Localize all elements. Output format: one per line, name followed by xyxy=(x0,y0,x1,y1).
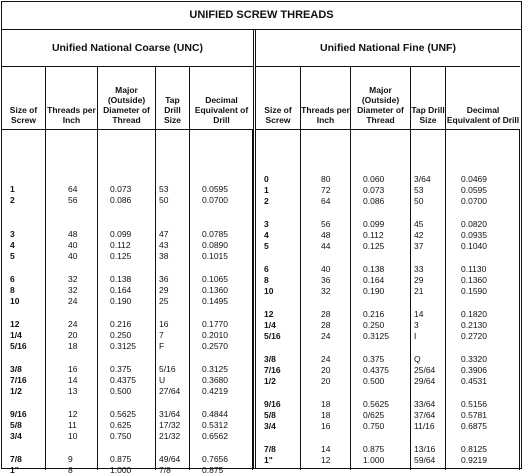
unc-cell-major: 0.625 xyxy=(110,420,132,430)
unf-cell-threads: 64 xyxy=(321,196,331,206)
unf-cell-size: 5/8 xyxy=(264,410,276,420)
unc-cell-tap: 21/32 xyxy=(159,431,181,441)
unc-cell-tap: F xyxy=(159,341,165,351)
unc-cell-decimal: 0.0595 xyxy=(202,184,228,194)
unf-cell-size: 4 xyxy=(264,230,269,240)
unc-cell-decimal: 0.1015 xyxy=(202,251,228,261)
unc-table-body xyxy=(2,130,253,475)
unc-cell-major: 0.164 xyxy=(110,285,132,295)
unc-cell-tap: 25 xyxy=(159,296,169,306)
unc-table-row xyxy=(2,285,253,296)
table-title: UNIFIED SCREW THREADS xyxy=(2,2,521,30)
unf-cell-tap: 37/64 xyxy=(414,410,436,420)
unf-cell-major: 0.250 xyxy=(363,320,385,330)
unf-cell-major: 1.000 xyxy=(363,455,385,465)
unf-cell-threads: 28 xyxy=(321,320,331,330)
unf-cell-decimal: 0.3320 xyxy=(461,354,487,364)
unf-table-row xyxy=(256,185,520,196)
unf-cell-size: 2 xyxy=(264,196,269,206)
unc-cell-size: 4 xyxy=(10,240,15,250)
unf-table-row xyxy=(256,444,520,455)
unc-cell-threads: 32 xyxy=(68,285,78,295)
unc-cell-tap: 47 xyxy=(159,229,169,239)
unf-section-title: Unified National Fine (UNF) xyxy=(256,30,520,67)
unc-table-row xyxy=(2,341,253,352)
unf-cell-tap: 25/64 xyxy=(414,365,436,375)
unc-cell-decimal: 0.1360 xyxy=(202,285,228,295)
unf-cell-size: 1/2 xyxy=(264,376,276,386)
unc-cell-tap: 50 xyxy=(159,195,169,205)
unf-cell-decimal: 0.9219 xyxy=(461,455,487,465)
unf-cell-decimal: 0.0595 xyxy=(461,185,487,195)
unf-cell-tap: 59/64 xyxy=(414,455,436,465)
unf-cell-major: 0.073 xyxy=(363,185,385,195)
unc-cell-major: 0.4375 xyxy=(110,375,136,385)
unc-cell-major: 0.875 xyxy=(110,454,132,464)
unc-cell-size: 12 xyxy=(10,319,20,329)
unf-cell-major: 0.138 xyxy=(363,264,385,274)
unc-cell-major: 1.000 xyxy=(110,465,132,475)
unc-cell-major: 0.3125 xyxy=(110,341,136,351)
unf-header-size: Size of Screw xyxy=(256,67,301,129)
unc-cell-tap: 27/64 xyxy=(159,386,181,396)
unf-cell-major: 0.099 xyxy=(363,219,385,229)
unf-cell-decimal: 0.4531 xyxy=(461,376,487,386)
unf-table-row xyxy=(256,399,520,410)
unf-cell-tap: 29 xyxy=(414,275,424,285)
unc-cell-size: 7/16 xyxy=(10,375,27,385)
unf-cell-major: 0.190 xyxy=(363,286,385,296)
unf-cell-threads: 24 xyxy=(321,331,331,341)
unf-cell-tap: 3 xyxy=(414,320,419,330)
unf-cell-tap: 29/64 xyxy=(414,376,436,386)
unc-cell-threads: 11 xyxy=(68,420,77,430)
unf-cell-decimal: 0.1820 xyxy=(461,309,487,319)
unc-cell-major: 0.138 xyxy=(110,274,132,284)
unf-cell-tap: 21 xyxy=(414,286,424,296)
unc-cell-decimal: 0.0785 xyxy=(202,229,228,239)
unc-table-row xyxy=(2,375,253,386)
unf-table-row xyxy=(256,410,520,421)
unf-cell-threads: 80 xyxy=(321,174,331,184)
unf-cell-major: 0.875 xyxy=(363,444,385,454)
unc-table-row xyxy=(2,330,253,341)
unf-cell-tap: 14 xyxy=(414,309,424,319)
unc-cell-size: 9/16 xyxy=(10,409,27,419)
unf-header-decimal: Decimal Equivalent of Drill xyxy=(446,105,520,125)
unc-cell-tap: 16 xyxy=(159,319,169,329)
unf-cell-size: 1 xyxy=(264,185,269,195)
unc-header-major-diameter: Major (Outside) Diameter of Thread xyxy=(98,67,156,129)
unc-cell-tap: 49/64 xyxy=(159,454,181,464)
unf-cell-tap: 13/16 xyxy=(414,444,436,454)
unf-cell-size: 7/16 xyxy=(264,365,281,375)
unc-cell-tap: 38 xyxy=(159,251,169,261)
unc-cell-size: 7/8 xyxy=(10,454,22,464)
unc-cell-size: 3/8 xyxy=(10,364,22,374)
unf-cell-decimal: 0.1130 xyxy=(461,264,487,274)
unf-cell-decimal: 0.1360 xyxy=(461,275,487,285)
unc-cell-threads: 24 xyxy=(68,296,78,306)
unc-cell-size: 10 xyxy=(10,296,20,306)
unc-cell-major: 0.750 xyxy=(110,431,132,441)
unc-header-decimal: Decimal Equivalent of Drill xyxy=(194,95,249,125)
unc-cell-decimal: 0.7656 xyxy=(202,454,228,464)
unc-table-row xyxy=(2,409,253,420)
unf-cell-threads: 20 xyxy=(321,365,331,375)
unf-cell-tap: 50 xyxy=(414,196,424,206)
unc-cell-threads: 12 xyxy=(68,409,78,419)
unc-table-row xyxy=(2,454,253,465)
unc-cell-threads: 24 xyxy=(68,319,78,329)
unf-cell-decimal: 0.2130 xyxy=(461,320,487,330)
unc-cell-size: 8 xyxy=(10,285,15,295)
unf-table-row xyxy=(256,331,520,342)
unf-cell-major: 0.216 xyxy=(363,309,385,319)
unf-cell-threads: 44 xyxy=(321,241,331,251)
unc-cell-decimal: 0.2570 xyxy=(202,341,228,351)
unf-cell-major: 0.112 xyxy=(363,230,384,240)
unc-table-row xyxy=(2,364,253,375)
unf-cell-major: 0.750 xyxy=(363,421,385,431)
unf-table-row xyxy=(256,241,520,252)
unc-cell-decimal: 0.1770 xyxy=(202,319,228,329)
unc-cell-size: 3/4 xyxy=(10,431,22,441)
unf-cell-threads: 16 xyxy=(321,421,331,431)
unc-column-headers xyxy=(2,67,253,130)
unc-cell-size: 1/2 xyxy=(10,386,22,396)
unf-cell-size: 5 xyxy=(264,241,269,251)
unf-cell-decimal: 0.0700 xyxy=(461,196,487,206)
unf-cell-threads: 32 xyxy=(321,286,331,296)
unc-cell-threads: 10 xyxy=(68,431,78,441)
unf-cell-threads: 12 xyxy=(321,455,331,465)
unc-cell-size: 1/4 xyxy=(10,330,22,340)
unc-table-row xyxy=(2,184,253,195)
unf-cell-size: 5/16 xyxy=(264,331,281,341)
unc-cell-threads: 48 xyxy=(68,229,78,239)
unc-cell-threads: 16 xyxy=(68,364,78,374)
unc-cell-major: 0.216 xyxy=(110,319,132,329)
unc-cell-decimal: 0.1495 xyxy=(202,296,228,306)
unc-table-row xyxy=(2,296,253,307)
unc-cell-size: 5 xyxy=(10,251,15,261)
unf-table-row xyxy=(256,174,520,185)
unc-table-row xyxy=(2,319,253,330)
unf-cell-size: 6 xyxy=(264,264,269,274)
unc-cell-decimal: 0.4844 xyxy=(202,409,228,419)
unf-cell-size: 3/4 xyxy=(264,421,276,431)
unf-section xyxy=(256,30,520,469)
unf-cell-tap: 11/16 xyxy=(414,421,435,431)
unf-cell-tap: 45 xyxy=(414,219,424,229)
unc-table-row xyxy=(2,251,253,262)
screw-thread-table xyxy=(1,1,522,475)
unc-cell-size: 1 xyxy=(10,184,15,194)
unf-cell-threads: 56 xyxy=(321,219,331,229)
unf-cell-decimal: 0.2720 xyxy=(461,331,487,341)
unf-cell-decimal: 0.0935 xyxy=(461,230,487,240)
unf-cell-tap: 42 xyxy=(414,230,424,240)
unf-cell-decimal: 0.3906 xyxy=(461,365,487,375)
unf-header-tap-drill: Tap Drill Size xyxy=(411,67,446,129)
unc-cell-threads: 13 xyxy=(68,386,78,396)
unf-cell-threads: 20 xyxy=(321,376,331,386)
unf-cell-decimal: 0.0820 xyxy=(461,219,487,229)
unc-cell-threads: 14 xyxy=(68,375,78,385)
unc-cell-tap: 31/64 xyxy=(159,409,181,419)
unf-header-threads: Threads per Inch xyxy=(301,67,351,129)
unc-table-row xyxy=(2,229,253,240)
unf-cell-size: 1/4 xyxy=(264,320,276,330)
unf-table-row xyxy=(256,354,520,365)
unc-cell-major: 0.086 xyxy=(110,195,132,205)
unf-cell-tap: 33/64 xyxy=(414,399,436,409)
unc-cell-tap: 53 xyxy=(159,184,169,194)
unc-cell-decimal: 0.875 xyxy=(202,465,224,475)
unc-cell-tap: 5/16 xyxy=(159,364,176,374)
unc-cell-decimal: 0.3680 xyxy=(202,375,228,385)
unf-cell-decimal: 0.8125 xyxy=(461,444,487,454)
unc-cell-threads: 9 xyxy=(68,454,73,464)
unc-cell-major: 0.099 xyxy=(110,229,132,239)
unc-cell-decimal: 0.0890 xyxy=(202,240,228,250)
unc-cell-size: 5/8 xyxy=(10,420,22,430)
unf-table-row xyxy=(256,421,520,432)
unc-cell-tap: 29 xyxy=(159,285,169,295)
unf-cell-decimal: 0.0469 xyxy=(461,174,487,184)
unc-cell-tap: 7/8 xyxy=(159,465,171,475)
unc-cell-tap: 36 xyxy=(159,274,169,284)
unc-cell-tap: 7 xyxy=(159,330,164,340)
unf-table-row xyxy=(256,309,520,320)
unc-table-row xyxy=(2,274,253,285)
unf-cell-tap: 53 xyxy=(414,185,424,195)
unc-cell-threads: 40 xyxy=(68,240,78,250)
unc-cell-decimal: 0.0700 xyxy=(202,195,228,205)
unf-table-body xyxy=(256,130,520,470)
unf-cell-size: 1" xyxy=(264,455,273,465)
unc-cell-tap: U xyxy=(159,375,166,385)
unf-table-row xyxy=(256,320,520,331)
unf-cell-decimal: 0.1040 xyxy=(461,241,487,251)
unf-cell-major: 0.5625 xyxy=(363,399,389,409)
unc-cell-threads: 64 xyxy=(68,184,78,194)
unf-table-row xyxy=(256,365,520,376)
unc-cell-major: 0.500 xyxy=(110,386,132,396)
unc-cell-threads: 8 xyxy=(68,465,73,475)
unc-table-row xyxy=(2,195,253,206)
unc-section xyxy=(2,30,256,475)
unc-header-tap-drill: Tap Drill Size xyxy=(156,67,190,129)
unc-cell-decimal: 0.2010 xyxy=(202,330,228,340)
unc-table-row xyxy=(2,431,253,442)
unf-cell-threads: 18 xyxy=(321,410,331,420)
unf-cell-tap: Q xyxy=(414,354,421,364)
unf-table-row xyxy=(256,376,520,387)
unf-cell-size: 10 xyxy=(264,286,274,296)
unc-cell-decimal: 0.1065 xyxy=(202,274,228,284)
unc-table-row xyxy=(2,420,253,431)
unf-cell-size: 12 xyxy=(264,309,274,319)
unf-cell-size: 8 xyxy=(264,275,269,285)
unf-cell-size: 0 xyxy=(264,174,269,184)
unc-cell-major: 0.375 xyxy=(110,364,132,374)
unc-cell-size: 1" xyxy=(10,465,19,475)
unf-cell-threads: 18 xyxy=(321,399,331,409)
unf-cell-major: 0.164 xyxy=(363,275,385,285)
unc-cell-major: 0.190 xyxy=(110,296,132,306)
unc-header-threads: Threads per Inch xyxy=(46,67,98,129)
unf-cell-major: 0.375 xyxy=(363,354,385,364)
unf-cell-major: 0.125 xyxy=(363,241,385,251)
unf-table-row xyxy=(256,196,520,207)
unf-column-headers xyxy=(256,67,520,130)
unc-cell-threads: 32 xyxy=(68,274,78,284)
unf-table-row xyxy=(256,219,520,230)
unf-cell-threads: 48 xyxy=(321,230,331,240)
unc-cell-threads: 56 xyxy=(68,195,78,205)
unf-header-major-diameter: Major (Outside) Diameter of Thread xyxy=(351,67,411,129)
unf-table-row xyxy=(256,286,520,297)
unc-cell-threads: 40 xyxy=(68,251,78,261)
unc-cell-major: 0.112 xyxy=(110,240,131,250)
unf-cell-major: 0.086 xyxy=(363,196,385,206)
unc-section-title: Unified National Coarse (UNC) xyxy=(2,30,253,67)
unf-cell-major: 0.4375 xyxy=(363,365,389,375)
unc-cell-size: 6 xyxy=(10,274,15,284)
unf-table-row xyxy=(256,455,520,466)
unf-cell-major: 0.500 xyxy=(363,376,385,386)
unc-cell-threads: 18 xyxy=(68,341,78,351)
unf-cell-threads: 28 xyxy=(321,309,331,319)
unf-table-row xyxy=(256,275,520,286)
unc-cell-decimal: 0.3125 xyxy=(202,364,228,374)
unc-cell-decimal: 0.5312 xyxy=(202,420,228,430)
unf-cell-major: 0/625 xyxy=(363,410,385,420)
unf-cell-decimal: 0.6875 xyxy=(461,421,487,431)
unf-cell-major: 0.3125 xyxy=(363,331,389,341)
unf-table-row xyxy=(256,230,520,241)
unf-cell-tap: I xyxy=(414,331,417,341)
unc-cell-major: 0.125 xyxy=(110,251,132,261)
unf-cell-tap: 3/64 xyxy=(414,174,431,184)
unc-cell-major: 0.5625 xyxy=(110,409,136,419)
unf-cell-major: 0.060 xyxy=(363,174,385,184)
unf-cell-tap: 33 xyxy=(414,264,424,274)
unf-cell-tap: 37 xyxy=(414,241,424,251)
unc-table-row xyxy=(2,240,253,251)
unc-cell-decimal: 0.4219 xyxy=(202,386,228,396)
unc-cell-decimal: 0.6562 xyxy=(202,431,228,441)
unc-cell-major: 0.073 xyxy=(110,184,132,194)
unf-table-row xyxy=(256,264,520,275)
unf-cell-decimal: 0.1590 xyxy=(461,286,487,296)
unc-table-row xyxy=(2,465,253,476)
unf-cell-size: 9/16 xyxy=(264,399,281,409)
unc-table-row xyxy=(2,386,253,397)
unc-cell-tap: 17/32 xyxy=(159,420,181,430)
unf-cell-threads: 36 xyxy=(321,275,331,285)
unf-cell-threads: 24 xyxy=(321,354,331,364)
unc-cell-tap: 43 xyxy=(159,240,169,250)
unf-cell-threads: 72 xyxy=(321,185,331,195)
unc-cell-major: 0.250 xyxy=(110,330,132,340)
unc-cell-size: 2 xyxy=(10,195,15,205)
unf-cell-threads: 40 xyxy=(321,264,331,274)
unf-cell-size: 3 xyxy=(264,219,269,229)
unf-cell-size: 3/8 xyxy=(264,354,276,364)
unc-cell-threads: 20 xyxy=(68,330,78,340)
unf-cell-size: 7/8 xyxy=(264,444,276,454)
unf-cell-threads: 14 xyxy=(321,444,331,454)
unc-cell-size: 5/16 xyxy=(10,341,27,351)
unf-cell-decimal: 0.5156 xyxy=(461,399,487,409)
unc-header-size: Size of Screw xyxy=(2,67,46,129)
unc-cell-size: 3 xyxy=(10,229,15,239)
unf-cell-decimal: 0.5781 xyxy=(461,410,487,420)
